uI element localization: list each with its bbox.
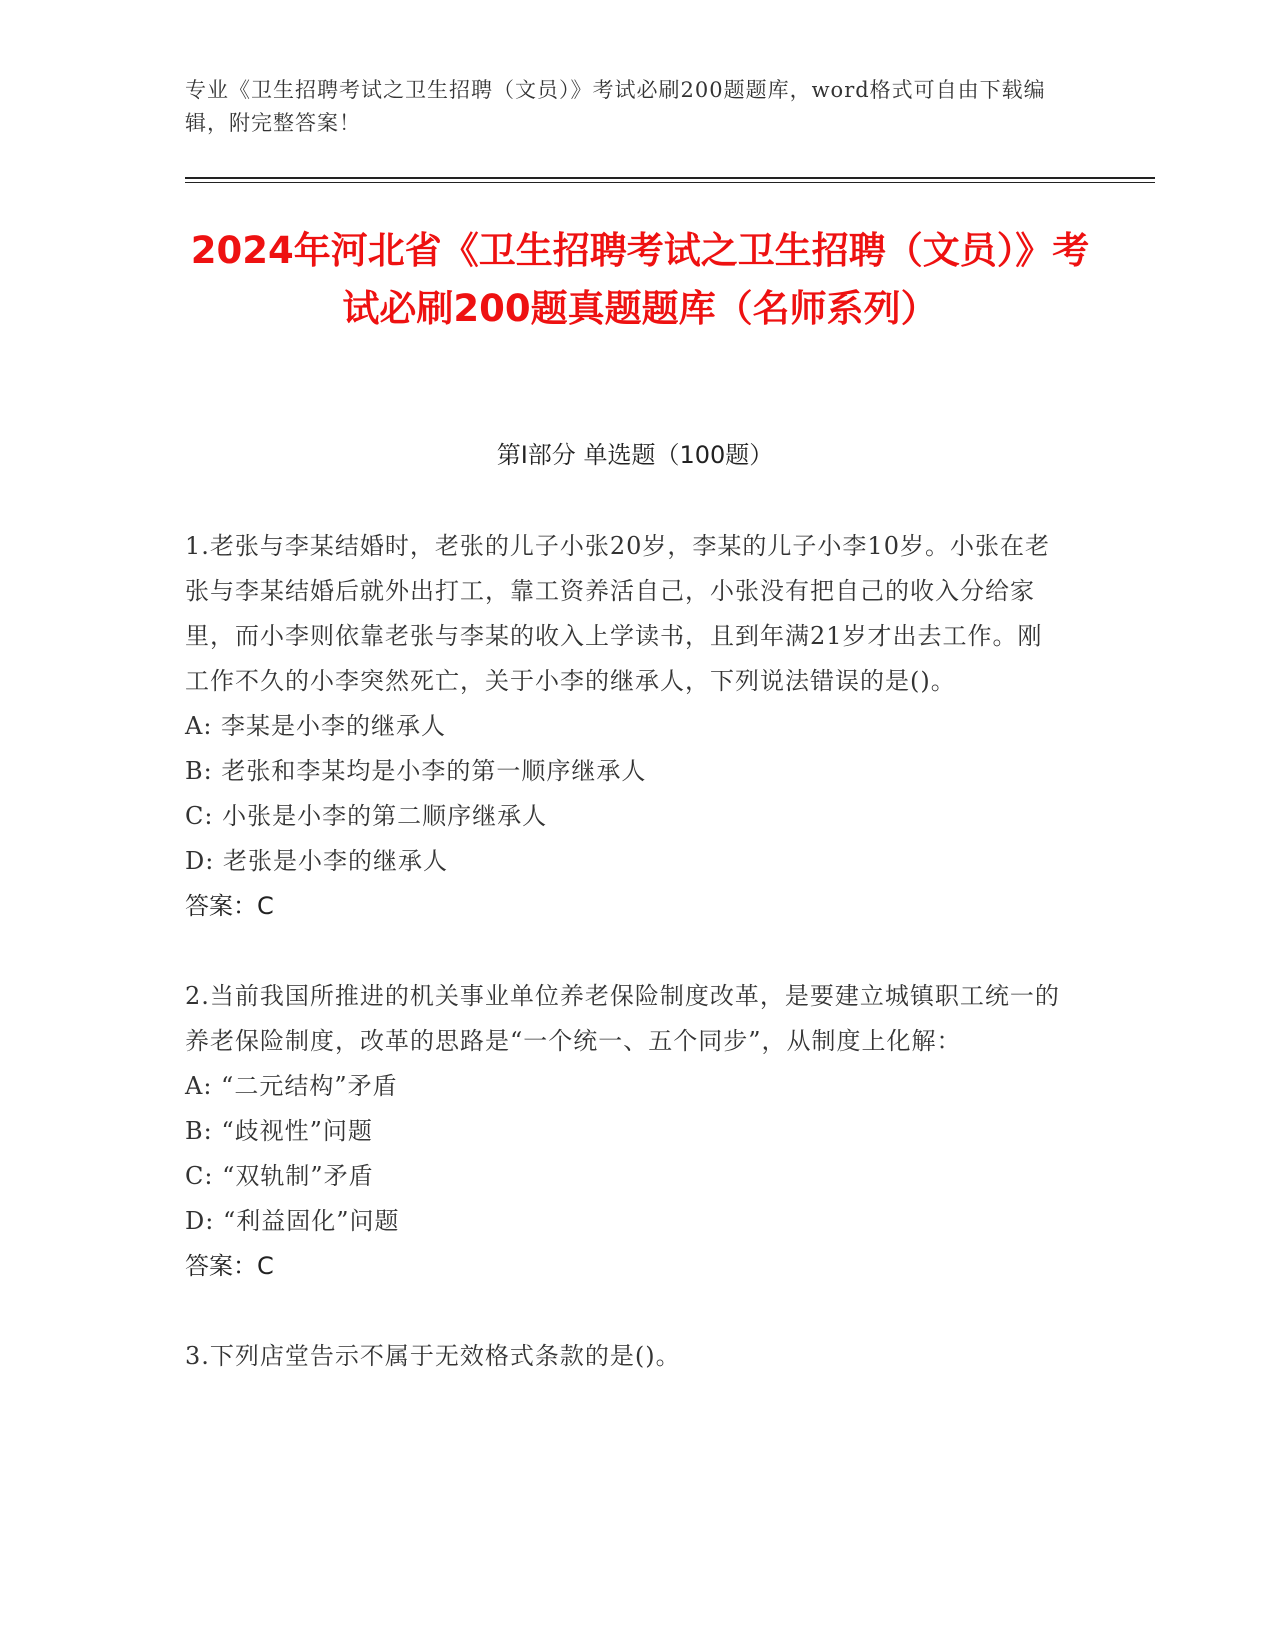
section-title: 第Ⅰ部分 单选题（100题） [496,441,774,469]
question-spacer [185,1289,1065,1334]
answer-text: 答案：C [185,1252,274,1280]
question-block [185,974,1065,1289]
option-c: C: 小张是小李的第二顺序继承人 [185,802,548,830]
question-block [185,1334,1065,1379]
header-note: 专业《卫生招聘考试之卫生招聘（文员）》考试必刷200题题库，word格式可自由下载编辑，附完整答案！ [185,78,1046,135]
question-block [185,524,1065,929]
option-b: B: 老张和李某均是小李的第一顺序继承人 [185,757,647,785]
question-text: 1.老张与李某结婚时，老张的儿子小张20岁，李某的儿子小李10岁。小张在老张与李某结婚后就外出打工，靠工资养活自己，小张没有把自己的收入分给家里，而小李则依靠老张与李某的收入上学读书，且到年满21岁才出去工作。刚工作不久的小李突然死亡，关于小李的继承人，下列说法错误的是()。 [185,532,1050,695]
option-c: C: “双轨制”矛盾 [185,1162,374,1190]
option-d: D: “利益固化”问题 [185,1207,400,1235]
option-a: A: 李某是小李的继承人 [185,712,447,740]
header-rule-thin [185,182,1155,183]
option-b: B: “歧视性”问题 [185,1117,373,1145]
question-text: 2.当前我国所推进的机关事业单位养老保险制度改革，是要建立城镇职工统一的养老保险制度，改革的思路是“一个统一、五个同步”，从制度上化解： [185,982,1060,1055]
document-title: 2024年河北省《卫生招聘考试之卫生招聘（文员）》考试必刷200题真题题库（名师系列） [190,229,1090,330]
answer-text: 答案：C [185,892,274,920]
header-rule-thick [185,177,1155,179]
option-list [185,704,1065,884]
question-list [185,524,1065,1379]
question-text: 3.下列店堂告示不属于无效格式条款的是()。 [185,1342,681,1370]
option-a: A: “二元结构”矛盾 [185,1072,398,1100]
option-list [185,1064,1065,1244]
question-spacer [185,929,1065,974]
option-d: D: 老张是小李的继承人 [185,847,448,875]
